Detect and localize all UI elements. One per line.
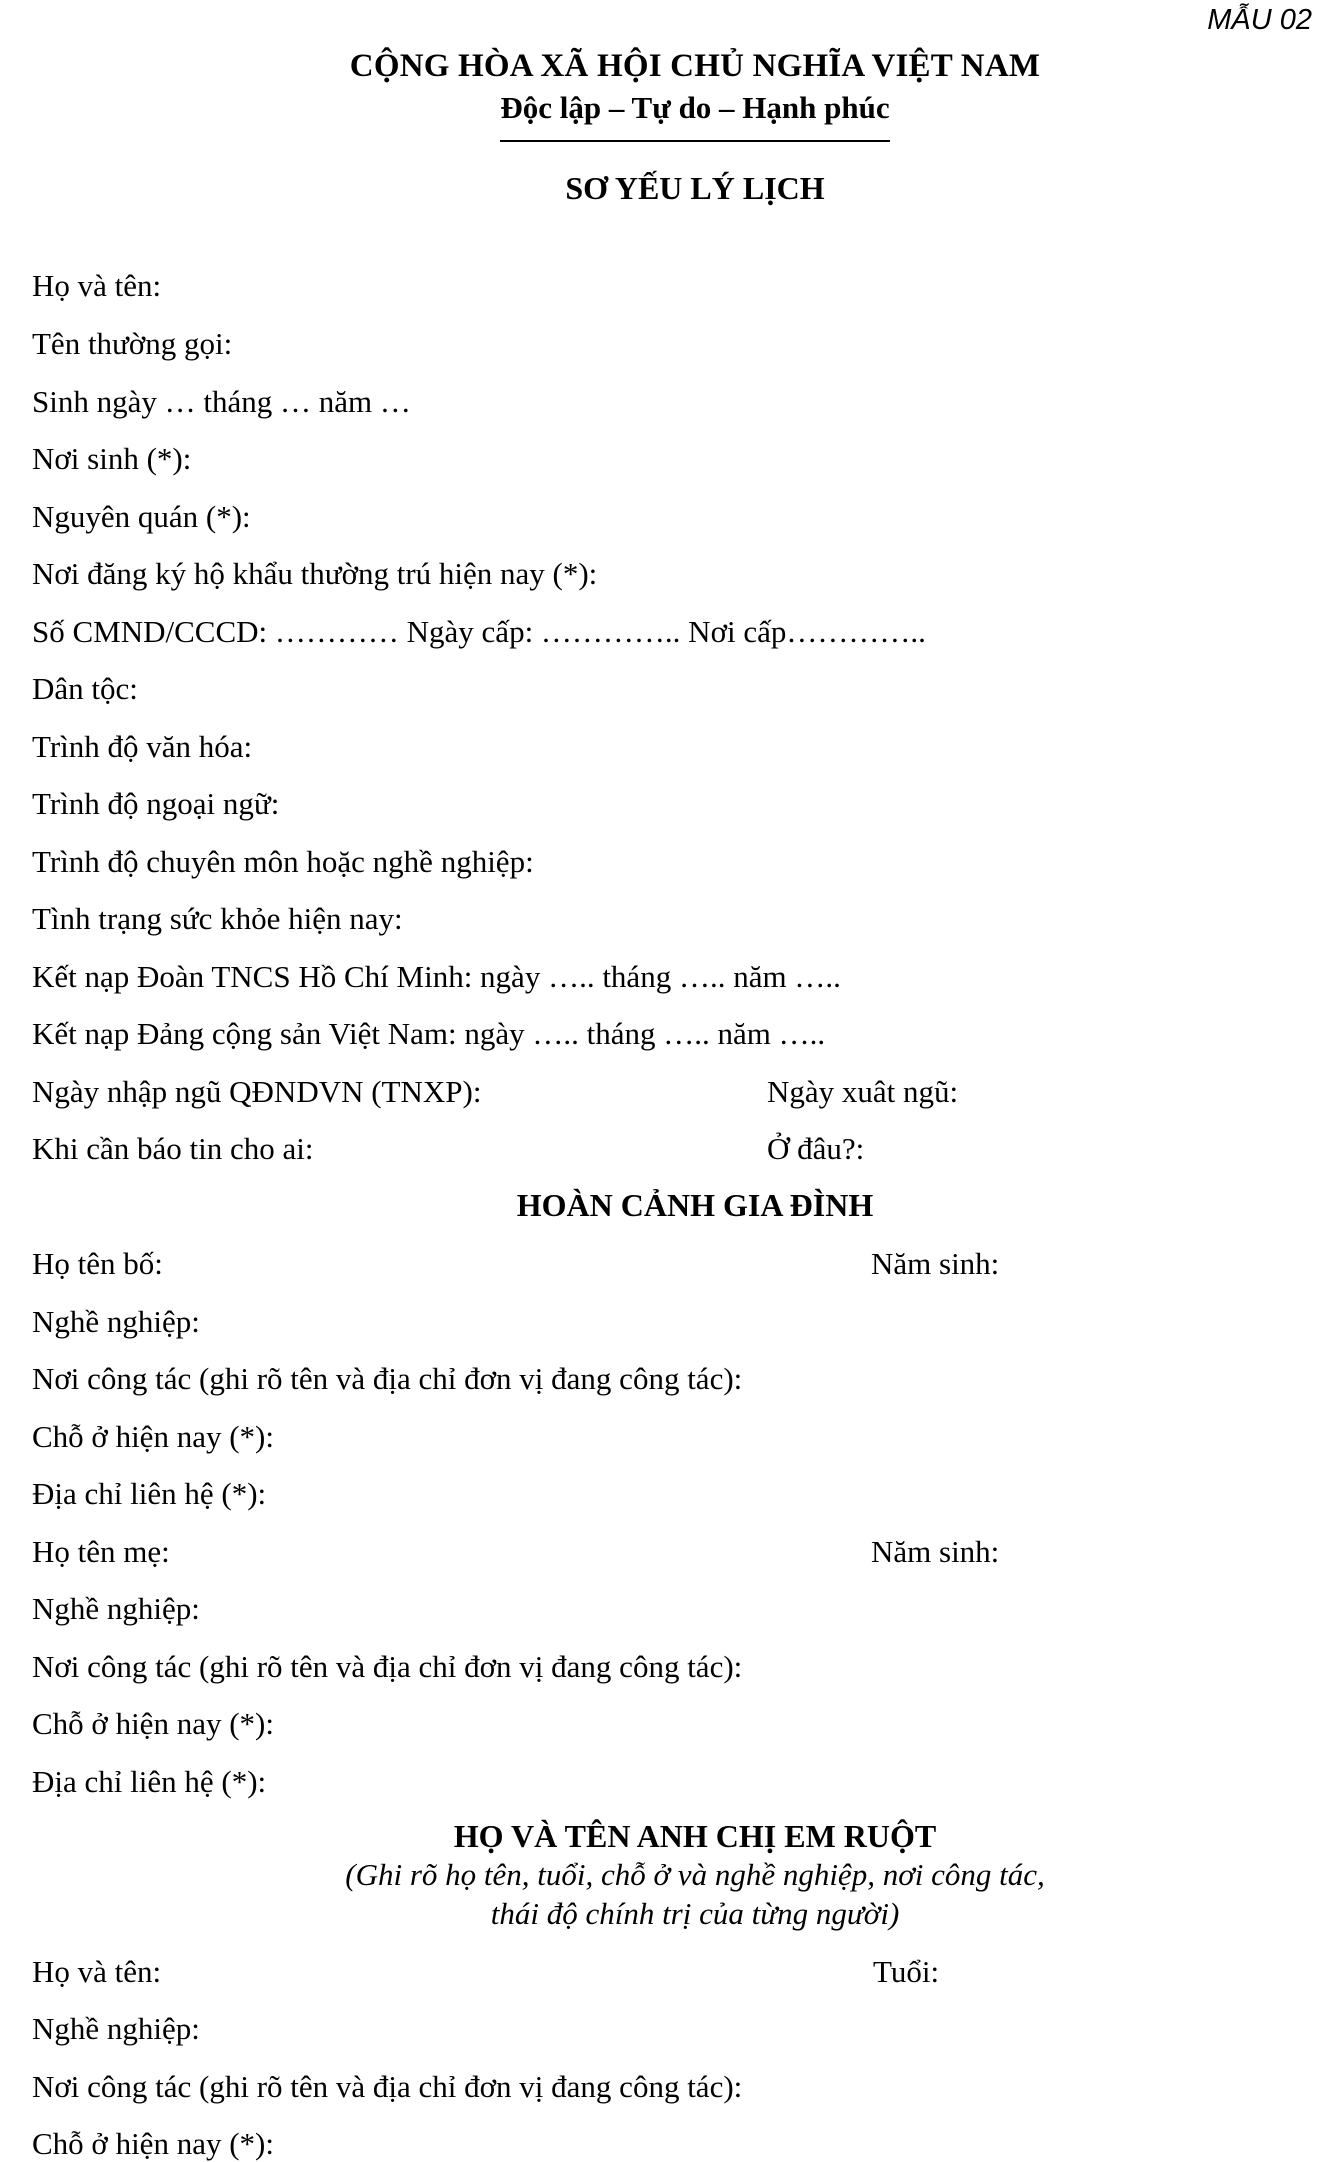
contact-location-field: Ở đâu?: (767, 1131, 865, 1166)
sibling-residence-field: Chỗ ở hiện nay (*): (32, 2126, 274, 2161)
sibling-occupation-field: Nghề nghiệp: (32, 2011, 200, 2046)
sibling-name-field: Họ và tên: (32, 1954, 162, 1989)
contact-person-field: Khi cần báo tin cho ai: (32, 1131, 314, 1166)
father-occupation-field: Nghề nghiệp: (32, 1304, 200, 1339)
discharge-date-field: Ngày xuât ngũ: (767, 1074, 959, 1109)
sibling-age-field: Tuổi: (873, 1954, 940, 1989)
full-name-field: Họ và tên: (32, 268, 162, 303)
id-card-field: Số CMND/CCCD: ………… Ngày cấp: ………….. Nơi cấp………….. (32, 614, 926, 649)
siblings-note-line1: (Ghi rõ họ tên, tuổi, chỗ ở và nghề nghiệp, nơi công tác, (345, 1857, 1045, 1892)
youth-union-field: Kết nạp Đoàn TNCS Hồ Chí Minh: ngày ….. tháng ….. năm ….. (32, 959, 841, 994)
document-title: SƠ YẾU LÝ LỊCH (565, 170, 825, 206)
father-residence-field: Chỗ ở hiện nay (*): (32, 1419, 274, 1454)
family-heading: HOÀN CẢNH GIA ĐÌNH (516, 1187, 874, 1223)
language-field: Trình độ ngoại ngữ: (32, 786, 280, 821)
residence-field: Nơi đăng ký hộ khẩu thường trú hiện nay (*): (32, 556, 598, 591)
party-field: Kết nạp Đảng cộng sản Việt Nam: ngày ….. tháng ….. năm ….. (32, 1016, 826, 1051)
common-name-field: Tên thường gọi: (32, 326, 233, 361)
siblings-heading: HỌ VÀ TÊN ANH CHỊ EM RUỘT (453, 1818, 937, 1854)
father-birth-year-field: Năm sinh: (871, 1246, 1000, 1281)
profession-field: Trình độ chuyên môn hoặc nghề nghiệp: (32, 844, 534, 879)
nation-title: CỘNG HÒA XÃ HỘI CHỦ NGHĨA VIỆT NAM (349, 48, 1041, 84)
form-code: MẪU 02 (1207, 4, 1312, 36)
enlist-date-field: Ngày nhập ngũ QĐNDVN (TNXP): (32, 1074, 482, 1109)
birth-date-field: Sinh ngày … tháng … năm … (32, 384, 411, 419)
father-name-field: Họ tên bố: (32, 1246, 163, 1281)
mother-name-field: Họ tên mẹ: (32, 1534, 170, 1569)
father-workplace-field: Nơi công tác (ghi rõ tên và địa chỉ đơn vị đang công tác): (32, 1361, 743, 1396)
siblings-note-line2: thái độ chính trị của từng người) (490, 1896, 900, 1931)
health-field: Tình trạng sức khỏe hiện nay: (32, 901, 403, 936)
origin-field: Nguyên quán (*): (32, 499, 251, 534)
birth-place-field: Nơi sinh (*): (32, 441, 192, 476)
mother-occupation-field: Nghề nghiệp: (32, 1591, 200, 1626)
mother-birth-year-field: Năm sinh: (871, 1534, 1000, 1569)
education-field: Trình độ văn hóa: (32, 729, 253, 764)
ethnicity-field: Dân tộc: (32, 671, 138, 706)
header-divider (500, 140, 890, 142)
father-address-field: Địa chỉ liên hệ (*): (32, 1476, 267, 1511)
mother-address-field: Địa chỉ liên hệ (*): (32, 1764, 267, 1799)
mother-workplace-field: Nơi công tác (ghi rõ tên và địa chỉ đơn vị đang công tác): (32, 1649, 743, 1684)
national-motto: Độc lập – Tự do – Hạnh phúc (500, 90, 890, 125)
mother-residence-field: Chỗ ở hiện nay (*): (32, 1706, 274, 1741)
sibling-workplace-field: Nơi công tác (ghi rõ tên và địa chỉ đơn vị đang công tác): (32, 2069, 743, 2104)
